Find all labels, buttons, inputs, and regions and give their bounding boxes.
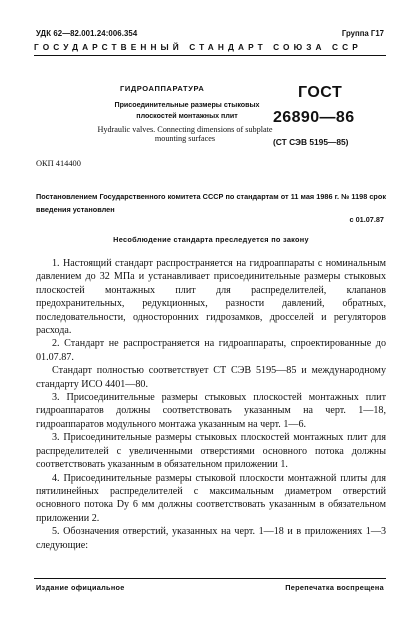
reprint-prohibited-note: Перепечатка воспрещена bbox=[285, 583, 384, 592]
subject-title-en: Hydraulic valves. Connecting dimensions of subplate mounting surfaces bbox=[97, 125, 273, 144]
group-code: Группа Г17 bbox=[341, 29, 384, 38]
gost-label: ГОСТ bbox=[298, 84, 343, 101]
paragraph: 4. Присоединительные размеры стыковой плоскости монтажной плиты для пятилинейных распределителей с максимальным диаметром отверстий основного потока Dу 6 мм должны соответствовать указанным в обязательном приложении 2. bbox=[36, 472, 386, 524]
category-title: ГИДРОАППАРАТУРА bbox=[120, 84, 205, 93]
official-edition-note: Издание официальное bbox=[36, 583, 125, 592]
standard-heading: ГОСУДАРСТВЕННЫЙ СТАНДАРТ СОЮЗА ССР bbox=[34, 42, 362, 52]
document-body bbox=[36, 257, 386, 552]
compliance-notice: Несоблюдение стандарта преследуется по закону bbox=[113, 235, 309, 244]
okp-code: ОКП 414400 bbox=[36, 159, 81, 168]
paragraph: 3. Присоединительные размеры стыковых плоскостей монтажных плит гидроаппаратов должны соответствовать указанным на черт. 1—18, гидроаппаратов модульного монтажа указанным на черт. 1—6. bbox=[36, 392, 386, 430]
paragraph: 5. Обозначения отверстий, указанных на черт. 1—18 и в приложениях 1—3 следующие: bbox=[36, 526, 386, 551]
subject-title-ru: Присоединительные размеры стыковых плоскостей монтажных плит bbox=[114, 101, 260, 120]
paragraph: 1. Настоящий стандарт распространяется на гидроаппараты с номинальным давлением до 32 МПа и устанавливает присоединительные размеры стыковых плоскостей монтажных плит для распределителей, клапанов предохранительных, редукционных, разности давлений, обратных, последовательности, односторонних гидрозамков, дросселей и регуляторов расхода. bbox=[36, 258, 386, 337]
paragraph: Стандарт полностью соответствует СТ СЭВ 5195—85 и международному стандарту ИСО 4401—80. bbox=[36, 365, 386, 390]
paragraph: 3. Присоединительные размеры стыковых плоскостей монтажных плит для распределителей с увеличенными отверстиями основного потока должны соответствовать указанным в обязательном приложении 1. bbox=[36, 432, 386, 471]
udk-code: УДК 62—82.001.24:006.354 bbox=[36, 29, 138, 38]
gost-number: 26890—86 bbox=[273, 109, 355, 126]
effective-date: с 01.07.87 bbox=[349, 215, 384, 224]
footer-divider bbox=[34, 578, 386, 579]
header-divider bbox=[34, 55, 386, 56]
paragraph: 2. Стандарт не распространяется на гидроаппараты, спроектированные до 01.07.87. bbox=[36, 338, 386, 363]
decree-text: Постановлением Государственного комитета СССР по стандартам от 11 мая 1986 г. № 1198 срок введения установлен bbox=[36, 192, 386, 214]
st-sev-reference: (СТ СЭВ 5195—85) bbox=[273, 137, 349, 147]
